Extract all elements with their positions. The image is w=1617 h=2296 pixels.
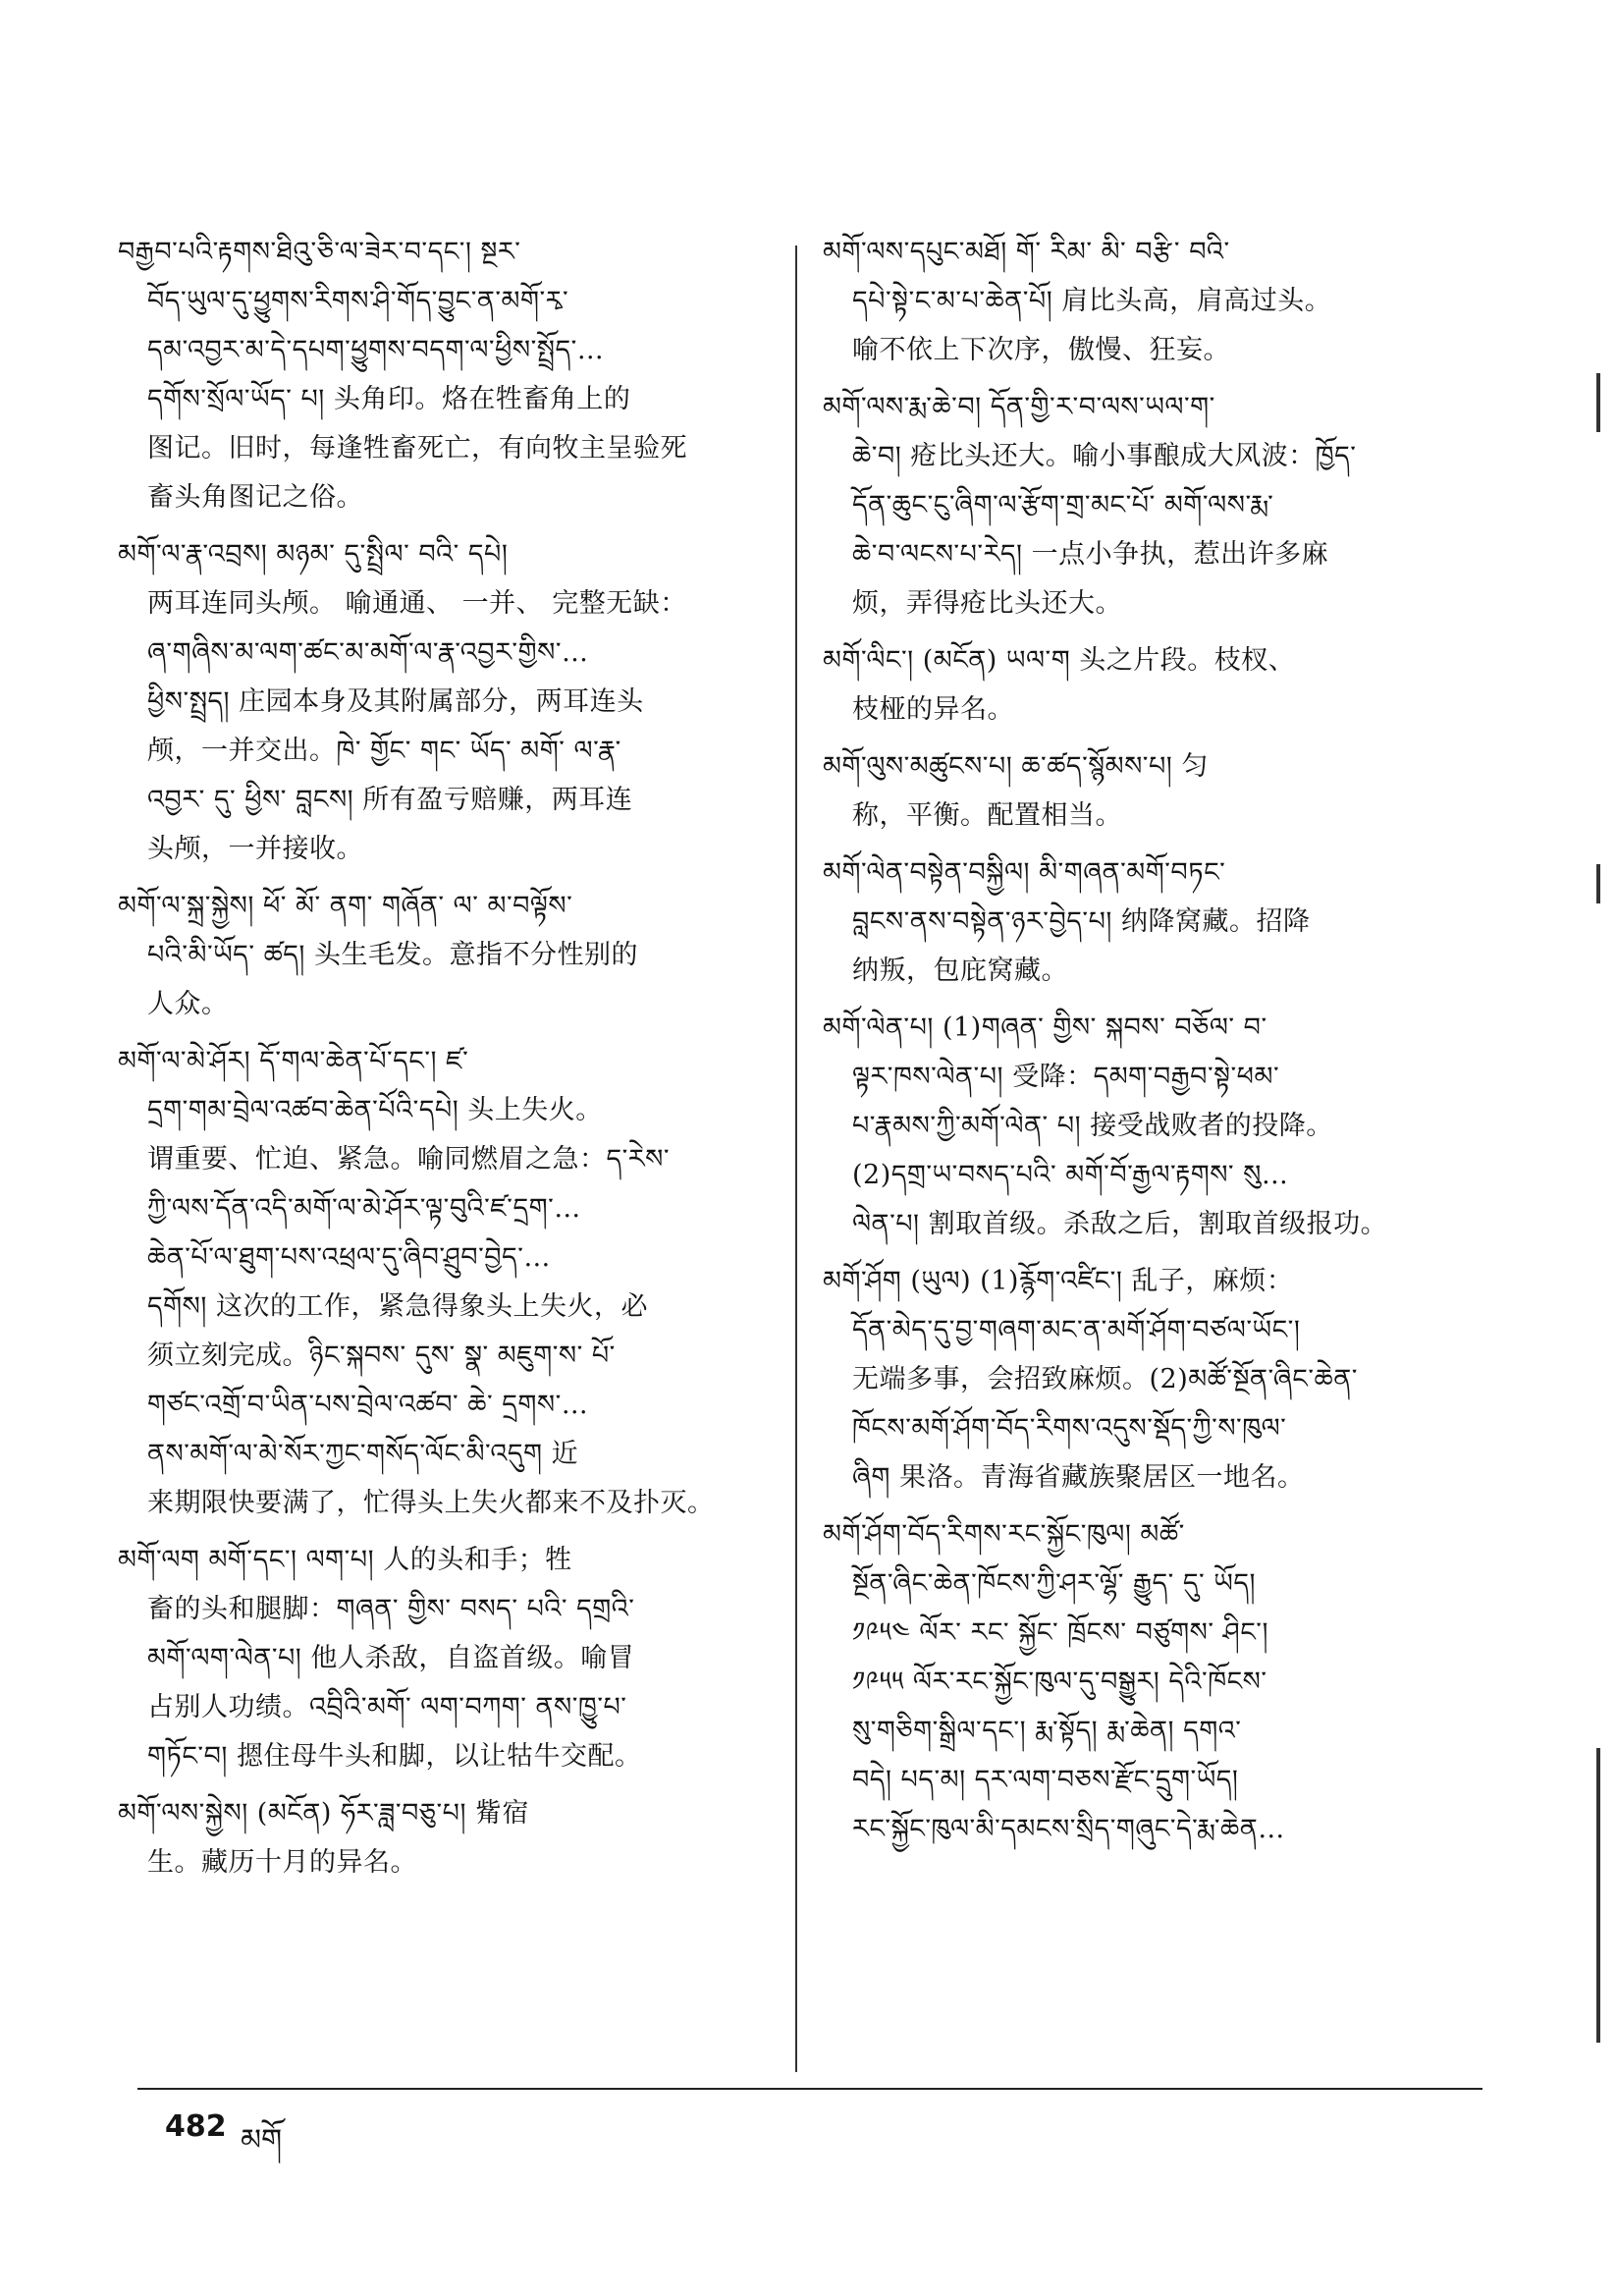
entry-line: ནས་མགོ་ལ་མེ་སོར་ཀྱང་གསོད་ལོང་མི་འདུག 近	[147, 1439, 579, 1469]
entry-line: དམ་འབྱར་མ་དེ་དཔག་ཕྱུགས་བདག་ལ་ཕྱིས་སྤྲོད་…	[147, 335, 605, 365]
entry-line: 占别人功绩。འབྲིའི་མགོ་ ལག་བཀག་ ནས་ཁྱུ་པ་	[147, 1692, 627, 1722]
entry-line: (2)དགྲ་ཡ་བསད་པའི་ མགོ་བོ་རྒྱལ་རྟགས་ སུ…	[852, 1160, 1289, 1190]
entry-line: དོན་ཆུང་ངུ་ཞིག་ལ་རྩོག་གྲ་མང་པོ་ མགོ་ལས་རྨ་	[852, 490, 1274, 520]
entry-line: འབྱར་ དུ་ ཕྱིས་ བླངས། 所有盈亏赔赚，两耳连	[147, 785, 633, 815]
entry-line: བོད་ཡུལ་དུ་ཕྱུགས་རིགས་ཤི་གོད་བྱུང་ན་མགོ་རྭ་	[147, 286, 569, 316]
entry-line: སྔོན་ཞིང་ཆེན་ཁོངས་ཀྱི་ཤར་ལྷོ་ རྒྱུད་ དུ་ ཡོད།	[852, 1568, 1256, 1599]
entry-headline: མགོ་ལས་དཔུང་མཐོ། གོ་ རིམ་ མི་ བརྩི་ བའི་	[823, 237, 1230, 267]
entry-line: 畜的头和腿脚：གཞན་ གྱིས་ བསད་ པའི་ དགྲའི་	[147, 1594, 635, 1624]
dictionary-entry	[823, 383, 1461, 629]
dictionary-entry	[823, 1510, 1461, 1854]
entry-headline: མགོ་ལ་མེ་ཤོར། དོ་གལ་ཆེན་པོ་དང་། ཛ་	[118, 1046, 469, 1076]
entry-line: 颅，一并交出。ཁེ་ གྱོང་ གང་ ཡོད་ མགོ་ ལ་རྣ་	[147, 736, 621, 766]
entry-line: དགོས་སྲོལ་ཡོད་ པ། 头角印。烙在牲畜角上的	[147, 384, 631, 414]
entry-line: 畜头角图记之俗。	[147, 482, 363, 513]
dictionary-entry	[118, 882, 766, 1029]
dictionary-entry	[118, 1789, 766, 1887]
entry-line: སུ་གཅིག་སྒྲིལ་དང་། རྨ་སྟོད། རྨ་ཆེན། དགའ་	[852, 1716, 1242, 1746]
entry-line: ཆེ་བ། 疮比头还大。喻小事酿成大风波：ཁྱོད་	[852, 441, 1357, 471]
entry-line: 人众。	[147, 989, 229, 1019]
dictionary-entry	[118, 530, 766, 874]
binding-edge-marks	[1596, 373, 1608, 2043]
entry-line: ཁོངས་མགོ་ཤོག་བོད་རིགས་འདུས་སྡོད་ཀྱི་ས་ཁུལ་	[852, 1413, 1287, 1444]
entry-line: དཔེ་སྟེ་ང་མ་པ་ཆེན་པོ། 肩比头高，肩高过头。	[852, 286, 1332, 316]
entry-line: 两耳连同头颅。 喻通通、 一并、 完整无缺：	[147, 588, 687, 619]
dictionary-entry	[823, 636, 1461, 735]
entry-line: པ་རྣམས་ཀྱི་མགོ་ལེན་ པ། 接受战败者的投降。	[852, 1111, 1333, 1141]
entry-line: 无端多事，会招致麻烦。(2)མཚོ་སྔོན་ཞིང་ཆེན་	[852, 1364, 1358, 1394]
running-head: མགོ	[241, 2123, 283, 2158]
dictionary-entry	[823, 848, 1461, 996]
entry-line: གཏོང་བ། 摁住母牛头和脚，以让牯牛交配。	[147, 1741, 642, 1772]
dictionary-entry	[823, 1257, 1461, 1503]
entry-headline: མགོ་ལིང་། (མངོན) ཡལ་ག 头之片段。枝杈、	[823, 645, 1296, 676]
column-divider	[795, 246, 797, 2072]
entry-line: ༡༩༥༥ ལོར་རང་སྐྱོང་ཁུལ་དུ་བསྒྱུར། དེའི་ཁོངས་	[852, 1667, 1267, 1697]
page-number: 482	[165, 2109, 227, 2144]
entry-line: ཆེ་བ་ལངས་པ་རེད། 一点小争执，惹出许多麻	[852, 539, 1329, 570]
entry-line: 称，平衡。配置相当。	[852, 800, 1122, 831]
entry-headline: མགོ་ལག མགོ་དང་། ལག་པ། 人的头和手；牲	[118, 1545, 572, 1575]
dictionary-entry	[823, 1004, 1461, 1249]
entry-line: 生。藏历十月的异名。	[147, 1847, 417, 1878]
dictionary-entry	[823, 228, 1461, 375]
entry-line: ཀྱི་ལས་དོན་འདི་མགོ་ལ་མེ་ཤོར་ལྟ་བུའི་ཛ་དྲག་…	[147, 1193, 581, 1224]
entry-line: ཕྱིས་སྤྲད། 庄园本身及其附属部分，两耳连头	[147, 686, 644, 717]
entry-line: དོན་མེད་དུ་བྱ་གཞག་མང་ན་མགོ་ཤོག་བཙལ་ཡོང་།	[852, 1315, 1301, 1345]
entry-line: པའི་མི་ཡོད་ ཚད། 头生毛发。意指不分性别的	[147, 940, 639, 970]
dictionary-entry	[118, 228, 766, 522]
entry-line: རང་སྐྱོང་ཁུལ་མི་དམངས་སྲིད་གཞུང་དེ་རྨ་ཆེན…	[852, 1814, 1285, 1844]
entry-headline: མགོ་ལ་སྐྲ་སྐྱེས། ཕོ་ མོ་ ནག་ གཞོན་ ལ་ མ་བལྟོས་	[118, 891, 573, 921]
entry-headline: མགོ་ལུས་མཚུངས་པ། ཆ་ཚད་སྙོམས་པ། 匀	[823, 751, 1209, 782]
entry-line: 纳叛，包庇窝藏。	[852, 956, 1068, 986]
entry-line: དྲག་གམ་བྲེལ་འཚབ་ཆེན་པོའི་དཔེ། 头上失火。	[147, 1095, 603, 1125]
entry-line: ༡༩༥༤ ལོར་ རང་ སྐྱོང་ ཁྲོངས་ བཙུགས་ ཤིང་།	[852, 1617, 1268, 1648]
footer-rule	[137, 2088, 1482, 2090]
entry-headline: མགོ་ལེན་པ། (1)གཞན་ གྱིས་ སྐབས་ བཅོལ་ བ་	[823, 1012, 1267, 1043]
entry-line: ལྟར་ཁས་ལེན་པ། 受降：དམག་བརྒྱབ་སྟེ་ཕམ་	[852, 1062, 1280, 1092]
entry-line: 头颅，一并接收。	[147, 834, 363, 864]
dictionary-entry	[823, 742, 1461, 841]
entry-line: ལེན་པ། 割取首级。杀敌之后，割取首级报功。	[852, 1209, 1388, 1239]
entry-line: 谓重要、忙迫、紧急。喻同燃眉之急：ད་རེས་	[147, 1144, 671, 1175]
entry-line: 须立刻完成。ཉིང་སྐབས་ དུས་ སྣ་ མཇུག་ས་ པོ་	[147, 1340, 616, 1371]
entry-line: 枝桠的异名。	[852, 694, 1014, 725]
dictionary-entry	[118, 1037, 766, 1528]
entry-line: བདེ། པད་མ། དར་ལག་བཅས་རྫོང་དྲུག་ཡོད།	[852, 1765, 1239, 1795]
entry-line: 喻不依上下次序，傲慢、狂妄。	[852, 335, 1230, 365]
entry-line: 烦，弄得疮比头还大。	[852, 588, 1122, 619]
entry-headline: མགོ་ཤོག་བོད་རིགས་རང་སྐྱོང་ཁུལ། མཚོ་	[823, 1519, 1185, 1550]
entry-line: ཆེན་པོ་ལ་ཐུག་པས་འཕྲལ་དུ་ཞིབ་ཤྲུབ་བྱེད་…	[147, 1242, 551, 1273]
entry-headline: བརྒྱབ་པའི་རྟགས་ཐིའུ་ཅི་ལ་ཟེར་བ་དང་། སྔར་	[118, 237, 521, 267]
entry-headline: མགོ་ཤོག (ཡུལ) (1)རྙོག་འཛིང་། 乱子，麻烦：	[823, 1266, 1294, 1296]
entry-line: ཞ་གཞིས་མ་ལག་ཚང་མ་མགོ་ལ་རྣ་འབྱར་གྱིས་…	[147, 637, 589, 668]
entry-line: མགོ་ལག་ལེན་པ། 他人杀敌，自盗首级。喻冒	[147, 1643, 635, 1673]
entry-line: བླངས་ནས་བསྟེན་ཉར་བྱེད་པ། 纳降窝藏。招降	[852, 906, 1311, 937]
entry-line: དགོས། 这次的工作，紧急得象头上失火，必	[147, 1291, 648, 1322]
entry-line: 来期限快要满了，忙得头上失火都来不及扑灭。	[147, 1488, 715, 1518]
entry-headline: མགོ་ལས་སྐྱེས། (མངོན) ཧོར་ཟླ་བཅུ་པ། 觜宿	[118, 1798, 530, 1829]
entry-line: གཙང་འགྲོ་བ་ཡིན་པས་བྲེལ་འཚབ་ ཆེ་ དྲགས་…	[147, 1390, 589, 1420]
dictionary-entry	[118, 1536, 766, 1781]
entry-headline: མགོ་ལས་རྨ་ཆེ་བ། དོན་གྱི་ར་བ་ལས་ཡལ་ག་	[823, 392, 1215, 422]
left-column	[118, 228, 766, 1895]
entry-headline: མགོ་ལེན་བསྟེན་བསྐྱིལ། མི་གཞན་མགོ་བཏང་	[823, 857, 1226, 888]
right-column	[823, 228, 1461, 1862]
entry-headline: མགོ་ལ་རྣ་འབྲས། མཉམ་ དུ་སྤྲིལ་ བའི་ དཔེ།	[118, 539, 509, 570]
entry-line: ཞིག 果洛。青海省藏族聚居区一地名。	[852, 1462, 1305, 1493]
entry-line: 图记。旧时，每逢牲畜死亡，有向牧主呈验死	[147, 433, 687, 464]
